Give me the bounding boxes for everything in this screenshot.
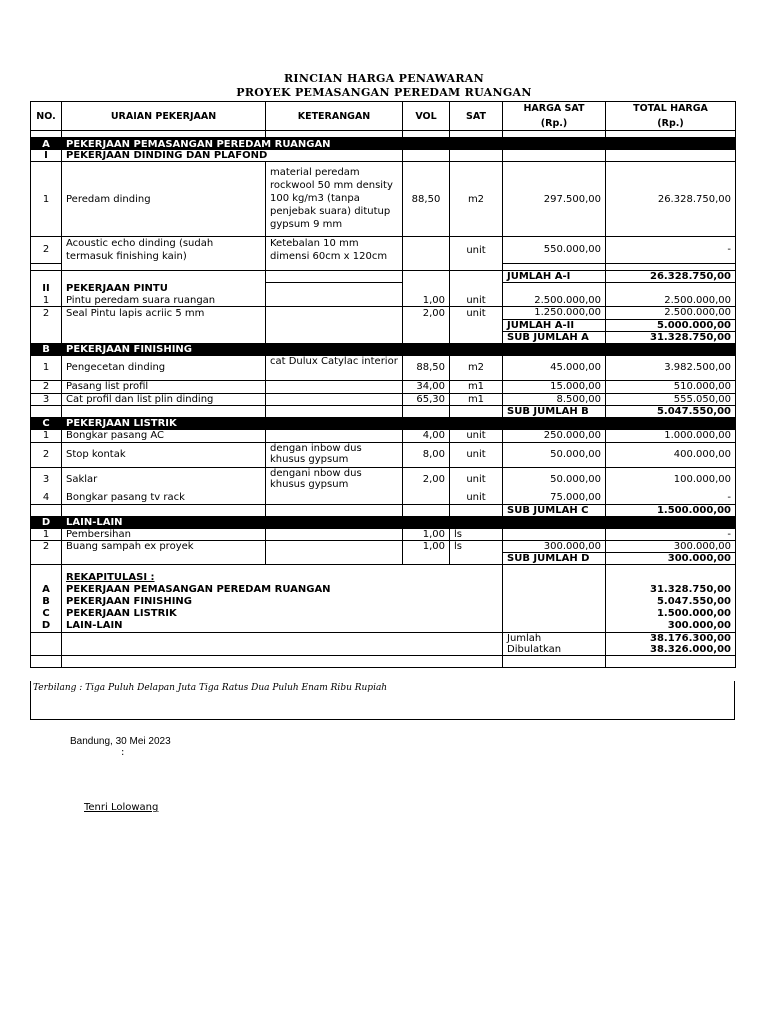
header-keterangan: KETERANGAN: [266, 102, 403, 131]
terbilang-box: [30, 681, 735, 720]
table-row: 1 Pembersihan 1,00 ls -: [31, 529, 736, 541]
rekap-row: C PEKERJAAN LISTRIK 1.500.000,00: [31, 608, 736, 620]
spacer-row: [31, 655, 736, 667]
table-row: 2 Stop kontak dengan inbow dus khusus gypsum 8,00 unit 50.000,00 400.000,00: [31, 442, 736, 467]
table-row: 3 Saklar dengani nbow dus khusus gypsum 2,00 unit 50.000,00 100.000,00: [31, 467, 736, 492]
rekap-row: D LAIN-LAIN 300.000,00: [31, 620, 736, 633]
place-date: Bandung, 30 Mei 2023: [70, 736, 171, 747]
header-vol: VOL: [403, 102, 450, 131]
rekap-title-row: REKAPITULASI :: [31, 571, 736, 584]
colon-mark: :: [121, 747, 125, 758]
spacer-row: [31, 263, 736, 270]
document-subtitle: PROYEK PEMASANGAN PEREDAM RUANGAN: [236, 86, 532, 99]
table-row: 1 Pintu peredam suara ruangan 1,00 unit 2.500.000,00 2.500.000,00: [31, 294, 736, 307]
table-row: 2 Acoustic echo dinding (sudah termasuk finishing kain) Ketebalan 10 mm dimensi 60cm x 120cm unit 550.000,00 -: [31, 237, 736, 264]
section-a1-header: I PEKERJAAN DINDING DAN PLAFOND: [31, 150, 736, 162]
header-harga-sat: HARGA SAT (Rp.): [503, 102, 606, 131]
terbilang-text: Terbilang : Tiga Puluh Delapan Juta Tiga Ratus Dua Puluh Enam Ribu Rupiah: [33, 683, 388, 693]
section-a-header: A PEKERJAAN PEMASANGAN PEREDAM RUANGAN: [31, 138, 736, 151]
table-row: 1 Bongkar pasang AC 4,00 unit 250.000,00 1.000.000,00: [31, 430, 736, 443]
subjumlah-a-row: SUB JUMLAH A 31.328.750,00: [31, 331, 736, 343]
jumlah-a2-row: JUMLAH A-II 5.000.000,00: [31, 319, 736, 331]
price-table: [30, 101, 736, 668]
table-row: 2 Seal Pintu lapis acriic 5 mm 2,00 unit 1.250.000,00 2.500.000,00: [31, 307, 736, 320]
section-b-header: B PEKERJAAN FINISHING: [31, 343, 736, 356]
subjumlah-d-row: SUB JUMLAH D 300.000,00: [31, 552, 736, 564]
table-row: 1 Peredam dinding material peredam rockwool 50 mm density 100 kg/m3 (tanpa penjebak suara) ditutup gypsum 9 mm 88,50 m2 297.500,00 26.328.750,00: [31, 162, 736, 237]
header-uraian: URAIAN PEKERJAAN: [62, 102, 266, 131]
signer-name: Tenri Lolowang: [84, 802, 159, 813]
header-total-harga: TOTAL HARGA (Rp.): [606, 102, 736, 131]
table-row: 4 Bongkar pasang tv rack unit 75.000,00 -: [31, 492, 736, 505]
rekap-row: A PEKERJAAN PEMASANGAN PEREDAM RUANGAN 31.328.750,00: [31, 584, 736, 596]
jumlah-a1-row: JUMLAH A-I 26.328.750,00: [31, 270, 736, 282]
header-no: NO.: [31, 102, 62, 131]
rekap-row: B PEKERJAAN FINISHING 5.047.550,00: [31, 596, 736, 608]
jumlah-row: Jumlah 38.176.300,00: [31, 632, 736, 644]
section-d-header: D LAIN-LAIN: [31, 516, 736, 529]
table-row: 3 Cat profil dan list plin dinding 65,30 m1 8.500,00 555.050,00: [31, 393, 736, 405]
subjumlah-c-row: SUB JUMLAH C 1.500.000,00: [31, 504, 736, 516]
table-header-row: [31, 102, 736, 131]
dibulatkan-row: Dibulatkan 38.326.000,00: [31, 644, 736, 656]
table-row: 1 Pengecetan dinding cat Dulux Catylac interior 88,50 m2 45.000,00 3.982.500,00: [31, 356, 736, 381]
document-title: RINCIAN HARGA PENAWARAN: [283, 72, 484, 85]
table-row: 2 Buang sampah ex proyek 1,00 ls 300.000,00 300.000,00: [31, 540, 736, 552]
subjumlah-b-row: SUB JUMLAH B 5.047.550,00: [31, 405, 736, 417]
section-a2-header: II PEKERJAAN PINTU: [31, 282, 736, 294]
header-sat: SAT: [450, 102, 503, 131]
table-row: 2 Pasang list profil 34,00 m1 15.000,00 510.000,00: [31, 380, 736, 393]
section-c-header: C PEKERJAAN LISTRIK: [31, 417, 736, 430]
spacer-row: [31, 131, 736, 138]
